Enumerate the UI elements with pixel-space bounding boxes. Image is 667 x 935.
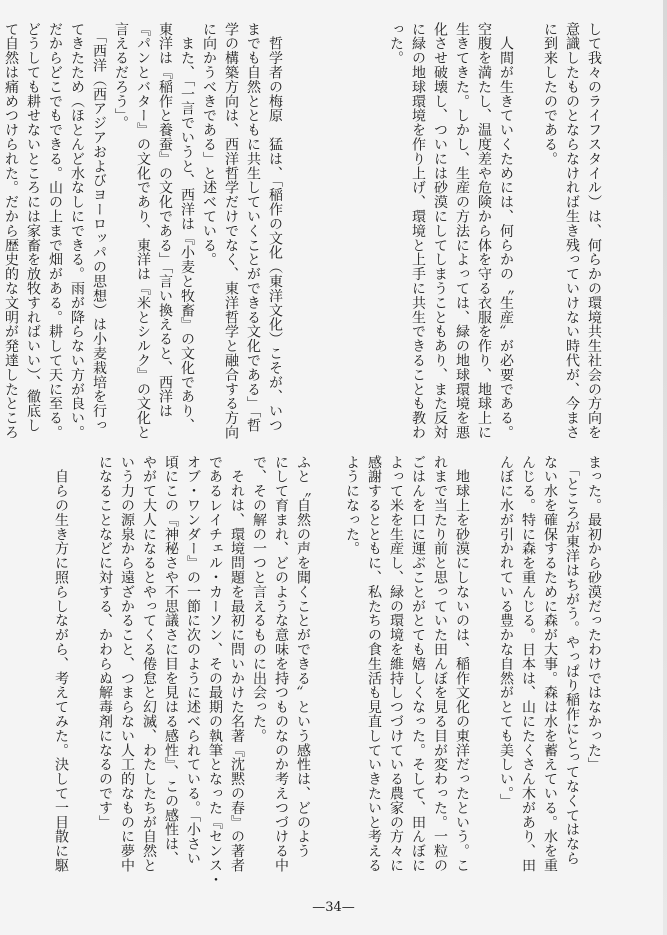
text-column-upper-right: して我々のライフスタイル）は、何らかの環境共生社会の方向を 意識したものとならなければ生き残っていけない時代が、今まさ に到来したのである。 人間が生きていくためには、何らかの〝生産〟が必要である。 空腹を満たし、温度差や危険から体を守る衣服を作り、地球上に 生きてきた。しかし、生産の方法によっては、緑の地球環境を悪 化させ破壊し、ついには砂漠にしてしまうこともあり、また反対 に緑の地球環境を作り上げ、環境と上手に共生できることも教わ った。 <box>388 22 602 440</box>
page-edge-shadow <box>663 0 667 935</box>
text-column-lower-right: まった。最初から砂漠だったわけではなかった」 「ところが東洋はちがう。やっぱり稲作にとってなくてはなら ない水を確保するために森が大事。森は水を蓄えている。水を重 んじる。特に森を重んじる。日本は、山にたくさん木があり、田 んぼに水が引かれている豊かな自然がとても美しい。」 地球上を砂漠にしないのは、稲作文化の東洋だったという。こ れまで当たり前と思っていた田んぼを見る目が変わった。一粒の ごはんを口に運ぶことがとても嬉しくなった。そして、田んぼに よって米を生産し、緑の環境を維持しつづけている農家の方々に 感謝するとともに、私たちの食生活も見直していきたいと考える ようになった。 <box>344 455 602 873</box>
text-column-upper-left: 哲学者の梅原 猛は、「稲作の文化（東洋文化）こそが、いつ までも自然とともに共生していくことができる文化である」「哲 学の構築方向は、西洋哲学だけでなく、東洋哲学と融合する方向 に向かうべきである」と述べている。 また、「一言でいうと、西洋は『小麦と牧畜』の文化であり、 東洋は『稲作と養蚕』の文化である」「言い換えると、西洋は 『パンとバター』の文化であり、東洋は『米とシルク』の文化と 言えるだろう」。 「西洋（西アジアおよびヨーロッパの思想）は小麦栽培を行っ てきたため（ほとんど水なしにできる。雨が降らない方が良い。 だからどこでもできる。山の上まで畑がある。耕して天に至る。 どうしても耕せないところには家畜を放牧すればいい）、徹底し て自然は痛めつけられた。だから歴史的な文明が発達したところ <box>3 22 283 440</box>
page-number: —34— <box>312 900 355 915</box>
text-column-lower-left: ふと〝自然の声を聞くことができる〟という感性は、どのよう にして育まれ、どのような意味を持つものなのか考えつづける中 で、その解の一つと言えるものに出会った。 それは、環境問題を最初に問いかけた名著『沈黙の春』の著者 であるレイチェル・カーソン、その最期の執筆となった『センス・ オブ・ワンダー』の一節に次のように述べられている。「小さい 頃にこの『神秘さや不思議さに目を見はる感性』、この感性は、 やがて大人になるとやってくる倦怠と幻滅、わたしたちが自然と いう力の源泉から遠ざかること、つまらない人工的なものに夢中 になることなどに対する、かわらぬ解毒剤になるのです」 自らの生き方に照らしながら、考えてみた。決して一目散に駆 <box>53 455 311 887</box>
